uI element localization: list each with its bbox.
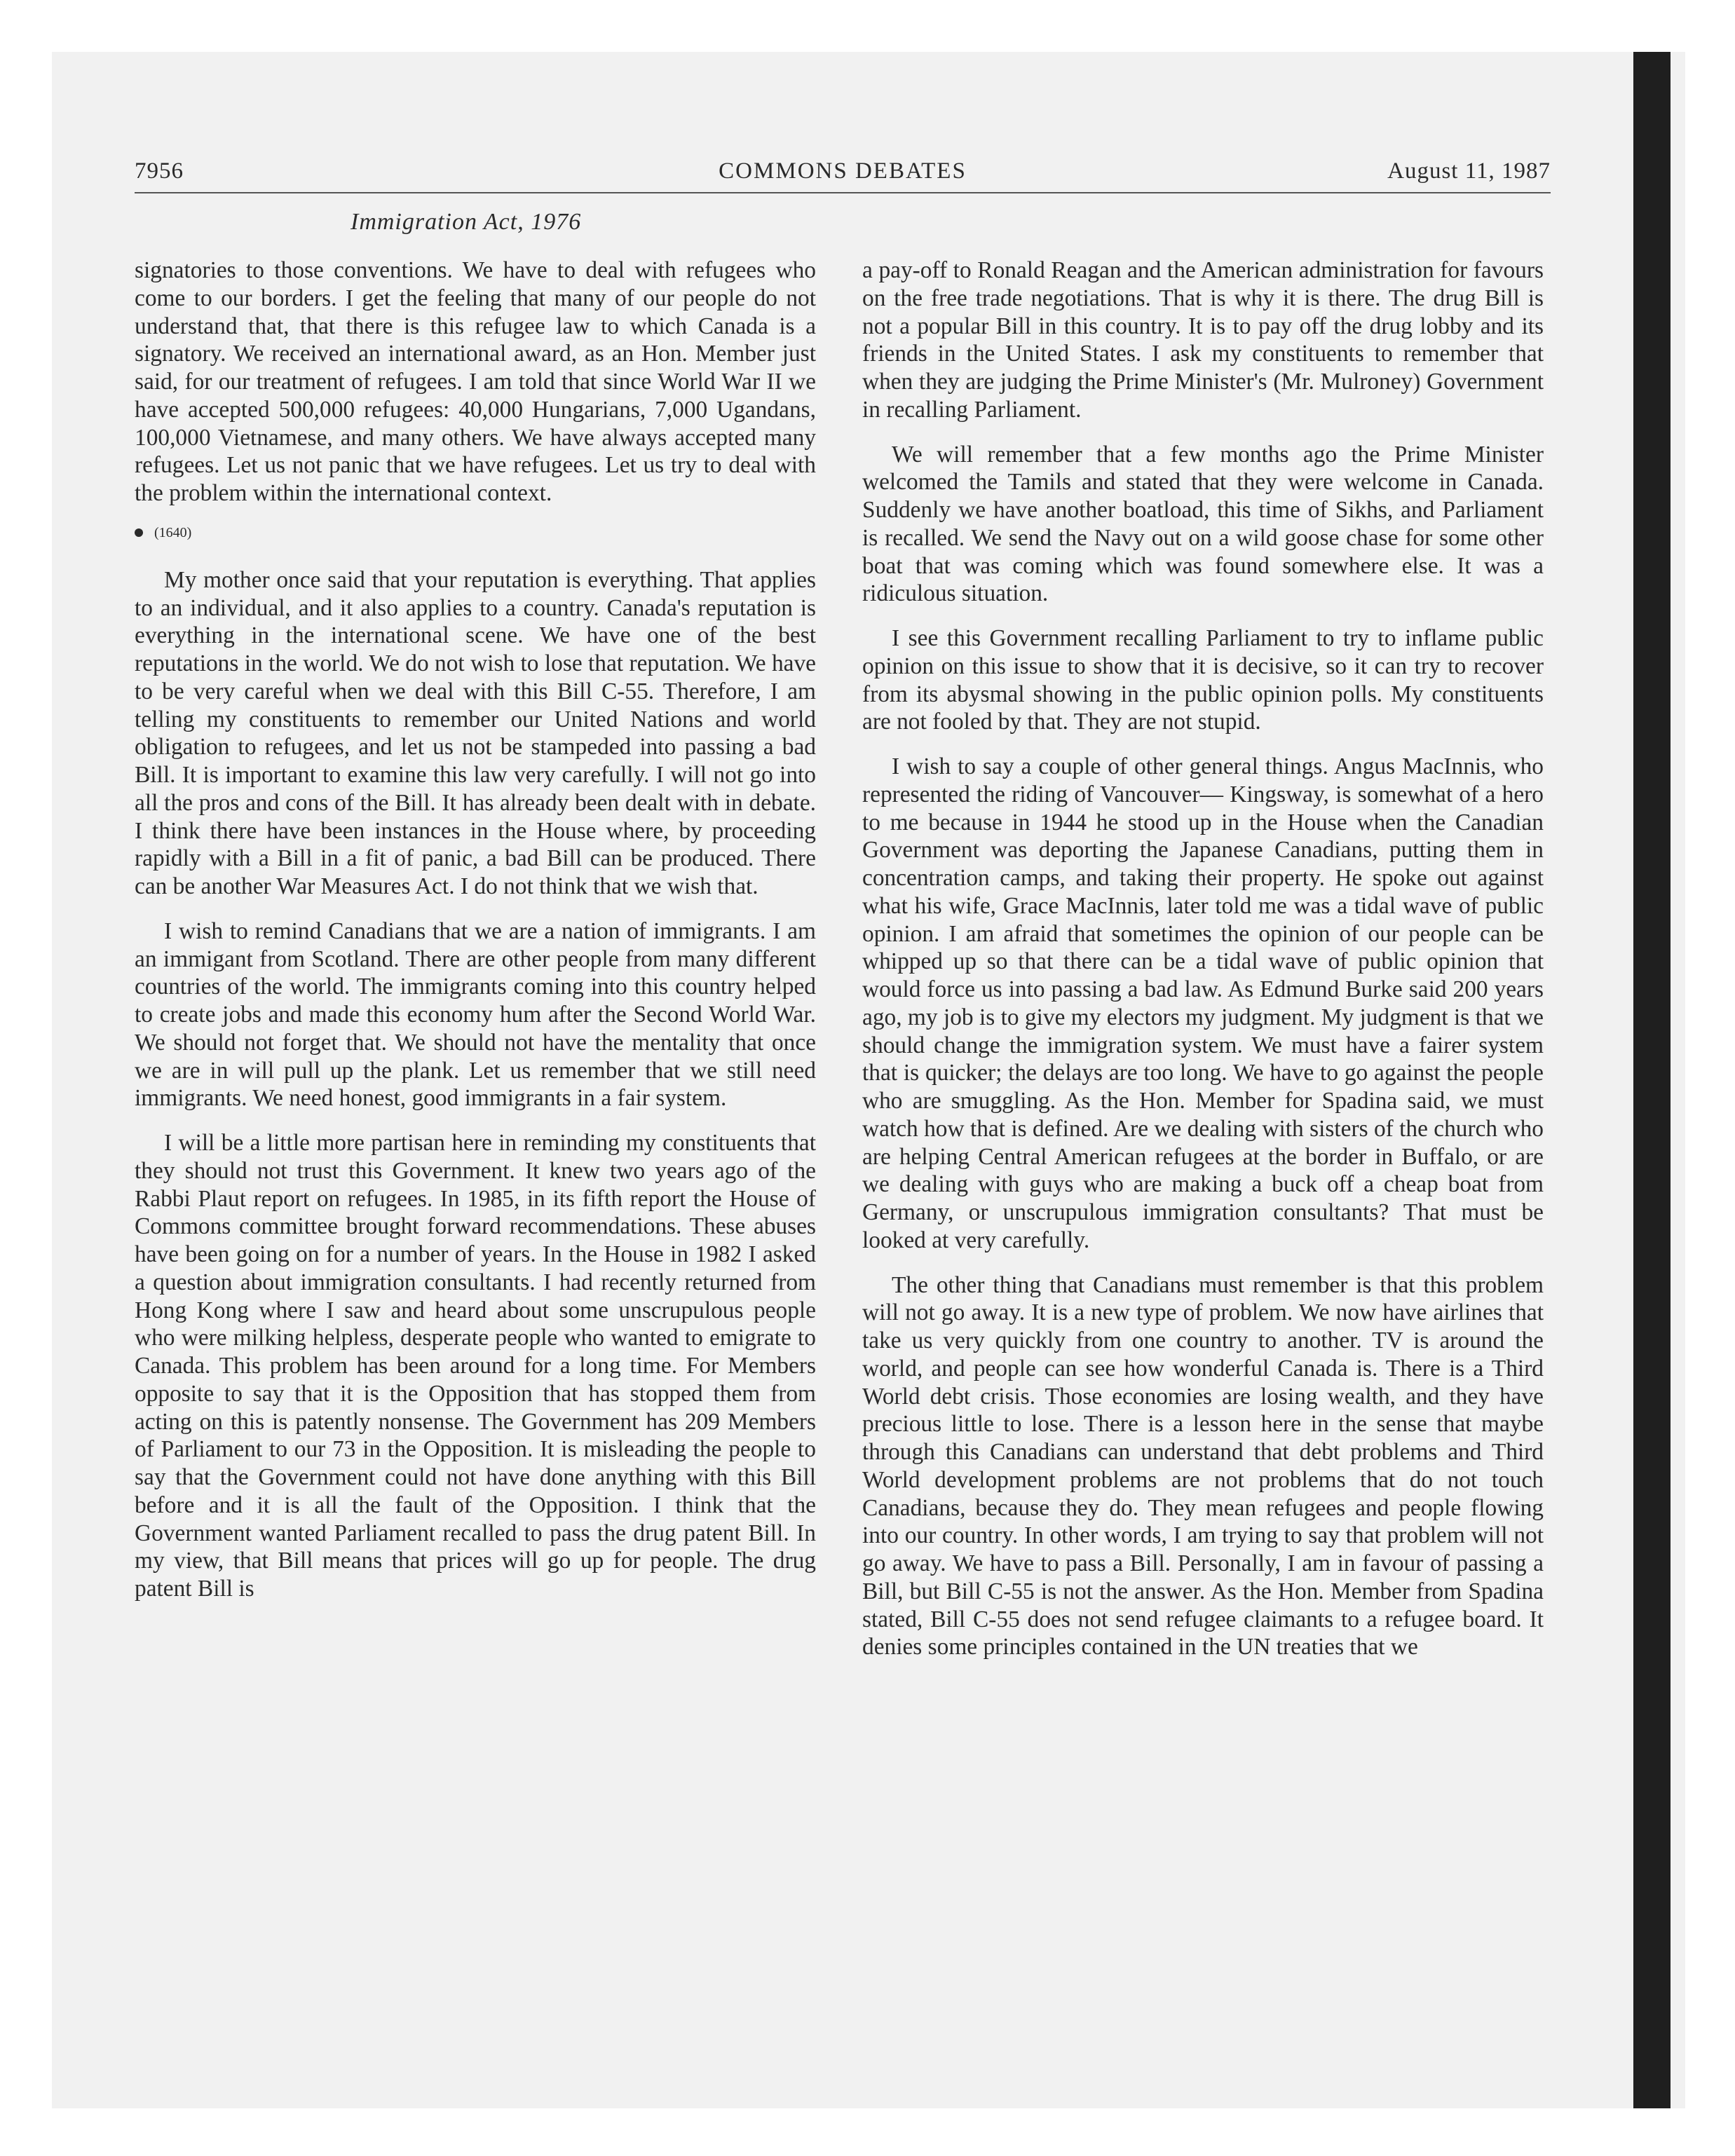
- section-title: Immigration Act, 1976: [351, 209, 582, 235]
- paragraph: a pay-off to Ronald Reagan and the American administration for favours on the free trade negotiations. That is why it is there. The drug Bill is not a popular Bill in this country. It is to pay off the drug lobby and its friends in the United States. I ask my constituents to remember that when they are judging the Prime Minister's (Mr. Mulroney) Government in recalling Parliament.: [862, 257, 1544, 423]
- paragraph: My mother once said that your reputation is everything. That applies to an individual, and it also applies to a country. Canada's reputation is everything in the international scene. We have one of the best reputations in the world. We do not wish to lose that reputation. We have to be very careful when we deal with this Bill C-55. Therefore, I am telling my constituents to remember our United Nations and world obligation to refugees, and let us not be stampeded into passing a bad Bill. It is important to examine this law very carefully. I will not go into all the pros and cons of the Bill. It has already been dealt with in debate. I think there have been instances in the House where, by proceeding rapidly with a Bill in a fit of panic, a bad Bill can be produced. There can be another War Measures Act. I do not think that we wish that.: [135, 566, 816, 899]
- paragraph: I wish to say a couple of other general things. Angus MacInnis, who represented the riding of Vancouver— Kingsway, is somewhat of a hero to me because in 1944 he stood up in the House when the Canadian Government was deporting the Japanese Canadians, putting them in concentration camps, and taking their property. He spoke out against what his wife, Grace MacInnis, later told me was a tidal wave of public opinion. I am afraid that sometimes the opinion of our people can be whipped up so that there can be a tidal wave of public opinion that would force us into passing a bad law. As Edmund Burke said 200 years ago, my job is to give my electors my judgment. My judgment is that we should change the immigration system. We must have a fairer system that is quicker; the delays are too long. We have to go against the people who are smuggling. As the Hon. Member for Spadina said, we must watch how that is defined. Are we dealing with sisters of the church who are helping Central American refugees at the border in Buffalo, or are we dealing with guys who are making a buck off a cheap boat from Germany, or unscrupulous immigration consultants? That must be looked at very carefully.: [862, 753, 1544, 1253]
- time-marker-label: (1640): [154, 524, 192, 540]
- left-column: [135, 257, 816, 1620]
- time-marker: [135, 524, 816, 541]
- publication-title: COMMONS DEBATES: [719, 158, 967, 184]
- running-header: [135, 158, 1551, 191]
- header-rule: [135, 192, 1551, 193]
- paragraph: We will remember that a few months ago the Prime Minister welcomed the Tamils and stated that they were welcome in Canada. Suddenly we have another boatload, this time of Sikhs, and Parliament is recalled. We send the Navy out on a wild goose chase for some other boat that was coming which was found somewhere else. It was a ridiculous situation.: [862, 441, 1544, 607]
- paragraph: I wish to remind Canadians that we are a nation of immigrants. I am an immigant from Scotland. There are other people from many different countries of the world. The immigrants coming into this country helped to create jobs and made this economy hum after the Second World War. We should not forget that. We should not have the mentality that once we are in will pull up the plank. Let us remember that we still need immigrants. We need honest, good immigrants in a fair system.: [135, 917, 816, 1112]
- bullet-icon: [135, 528, 143, 537]
- right-column: [862, 257, 1544, 1678]
- paragraph: I will be a little more partisan here in reminding my constituents that they should not trust this Government. It knew two years ago of the Rabbi Plaut report on refugees. In 1985, in its fifth report the House of Commons committee brought forward recommendations. These abuses have been going on for a number of years. In the House in 1982 I asked a question about immigration consultants. I had recently returned from Hong Kong where I saw and heard about some unscrupulous people who were milking helpless, desperate people who wanted to emigrate to Canada. This problem has been around for a long time. For Members opposite to say that it is the Opposition that has stopped them from acting on this is patently nonsense. The Government has 209 Members of Parliament to our 73 in the Opposition. It is misleading the people to say that the Government could not have done anything with this Bill before and it is all the fault of the Opposition. I think that the Government wanted Parliament recalled to pass the drug patent Bill. In my view, that Bill means that prices will go up for people. The drug patent Bill is: [135, 1130, 816, 1602]
- header-date: August 11, 1987: [1387, 158, 1551, 184]
- binding-shadow: [1633, 52, 1671, 2108]
- paragraph: signatories to those conventions. We have to deal with refugees who come to our borders. I get the feeling that many of our people do not understand that, that there is this refugee law to which Canada is a signatory. We received an international award, as an Hon. Member just said, for our treatment of refugees. I am told that since World War II we have accepted 500,000 refugees: 40,000 Hungarians, 7,000 Ugandans, 100,000 Vietnamese, and many others. We have always accepted many refugees. Let us not panic that we have refugees. Let us try to deal with the problem within the international context.: [135, 257, 816, 506]
- paragraph: I see this Government recalling Parliament to try to inflame public opinion on this issue to show that it is decisive, so it can try to recover from its abysmal showing in the public opinion polls. My constituents are not fooled by that. They are not stupid.: [862, 625, 1544, 735]
- paragraph: The other thing that Canadians must remember is that this problem will not go away. It is a new type of problem. We now have airlines that take us very quickly from one country to another. TV is around the world, and people can see how wonderful Canada is. There is a Third World debt crisis. Those economies are losing wealth, and they have precious little to lose. There is a lesson here in the sense that maybe through this Canadians can understand that debt problems and Third World development problems are not problems that do not touch Canadians, because they do. They mean refugees and people flowing into our country. In other words, I am trying to say that problem will not go away. We have to pass a Bill. Personally, I am in favour of passing a Bill, but Bill C-55 is not the answer. As the Hon. Member from Spadina stated, Bill C-55 does not send refugee claimants to a refugee board. It denies some principles contained in the UN treaties that we: [862, 1271, 1544, 1660]
- page-number: 7956: [135, 158, 184, 184]
